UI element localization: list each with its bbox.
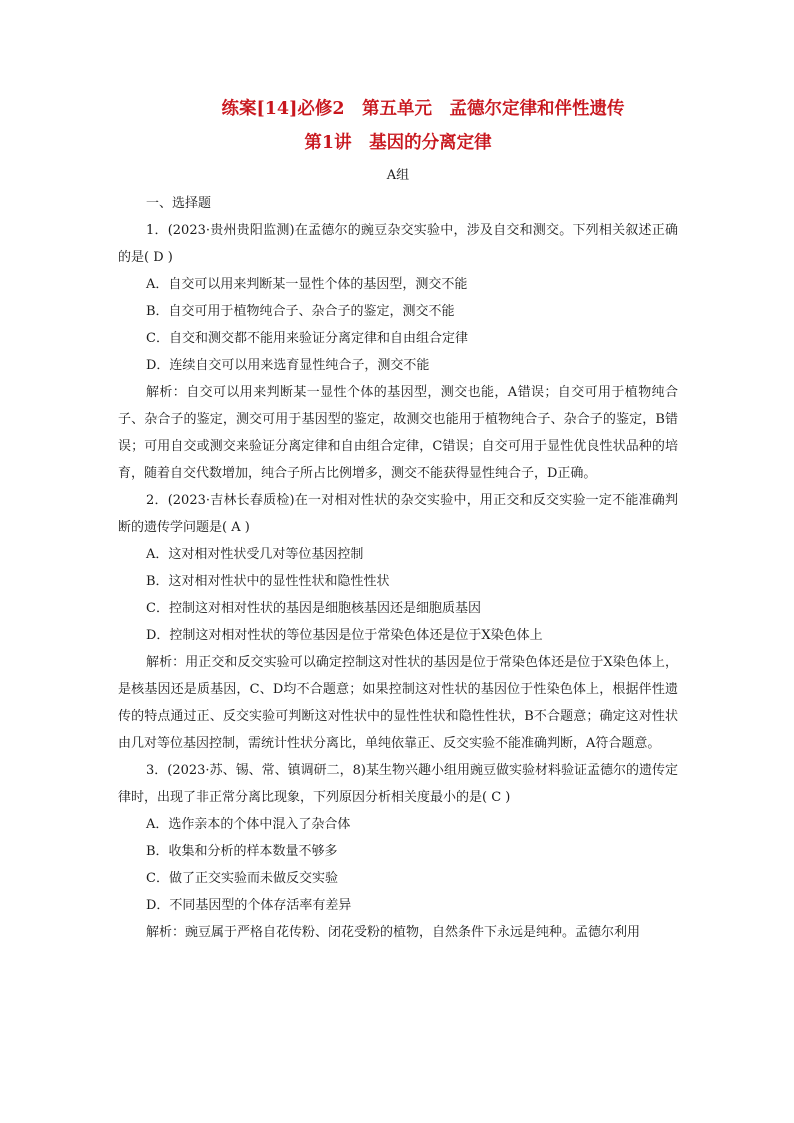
option-b: B．自交可用于植物纯合子、杂合子的鉴定，测交不能	[146, 304, 455, 319]
option-c: C．控制这对相对性状的基因是细胞核基因还是细胞质基因	[146, 601, 481, 616]
question-analysis: 解析：用正交和反交实验可以确定控制这对性状的基因是位于常染色体还是位于X染色体上，是核基因还是质基因，C、D均不合题意；如果控制这对性状的基因位于性染色体上，根据伴性遗传的特点通过正、反交实验可判断这对性状中的显性性状和隐性性状，B不合题意；确定这对性状由几对等位基因控制，需统计性状分离比，单纯依靠正、反交实验不能准确判断，A符合题意。	[118, 655, 678, 751]
option-d: D．控制这对相对性状的等位基因是位于常染色体还是位于X染色体上	[146, 628, 543, 643]
question-1	[118, 217, 678, 487]
question-2	[118, 487, 678, 757]
question-analysis: 解析：自交可以用来判断某一显性个体的基因型，测交也能，A错误；自交可用于植物纯合子、杂合子的鉴定，测交可用于基因型的鉴定，故测交也能用于植物纯合子、杂合子的鉴定，B错误；可用自交或测交来验证分离定律和自由组合定律，C错误；自交可用于显性优良性状品种的培育，随着自交代数增加，纯合子所占比例增多，测交不能获得显性纯合子，D正确。	[118, 385, 678, 481]
lesson-title: 第1讲 基因的分离定律	[304, 133, 492, 153]
section-heading: 一、选择题	[146, 196, 212, 211]
question-analysis: 解析：豌豆属于严格自花传粉、闭花受粉的植物，自然条件下永远是纯种。孟德尔利用	[146, 925, 641, 940]
document-content	[118, 96, 678, 946]
option-c: C．自交和测交都不能用来验证分离定律和自由组合定律	[146, 331, 468, 346]
option-a: A．这对相对性状受几对等位基因控制	[146, 547, 364, 562]
question-3	[118, 757, 678, 946]
option-a: A．选作亲本的个体中混入了杂合体	[146, 817, 351, 832]
option-c: C．做了正交实验而未做反交实验	[146, 871, 338, 886]
option-b: B．收集和分析的样本数量不够多	[146, 844, 338, 859]
option-a: A．自交可以用来判断某一显性个体的基因型，测交不能	[146, 277, 468, 292]
question-stem: 3．(2023·苏、锡、常、镇调研二，8)某生物兴趣小组用豌豆做实验材料验证孟德尔的遗传定律时，出现了非正常分离比现象，下列原因分析相关度最小的是( C )	[118, 763, 678, 805]
question-stem: 1．(2023·贵州贵阳监测)在孟德尔的豌豆杂交实验中，涉及自交和测交。下列相关叙述正确的是( D )	[118, 223, 678, 265]
question-stem: 2．(2023·吉林长春质检)在一对相对性状的杂交实验中，用正交和反交实验一定不能准确判断的遗传学问题是( A )	[118, 493, 678, 535]
option-d: D．连续自交可以用来选育显性纯合子，测交不能	[146, 358, 430, 373]
option-b: B．这对相对性状中的显性性状和隐性性状	[146, 574, 390, 589]
document-title: 练案[14]必修2 第五单元 孟德尔定律和伴性遗传	[221, 99, 625, 119]
option-d: D．不同基因型的个体存活率有差异	[146, 898, 352, 913]
group-label: A组	[386, 168, 410, 183]
